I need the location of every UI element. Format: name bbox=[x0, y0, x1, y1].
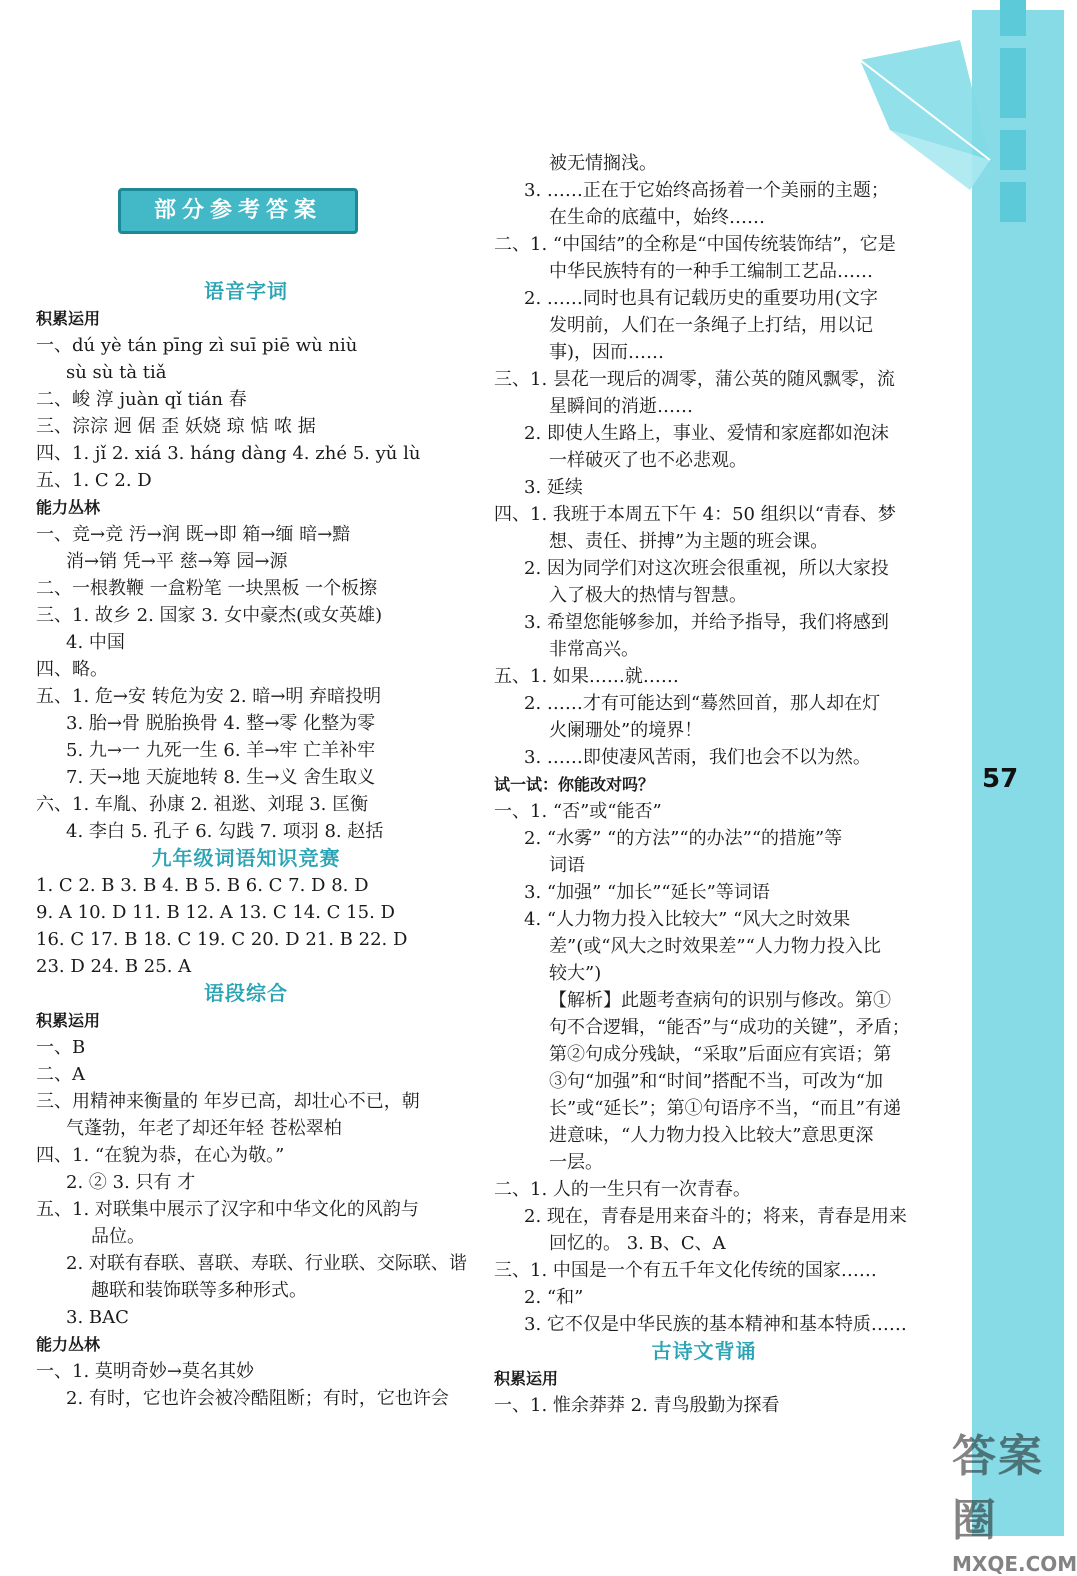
answer-line: 在生命的底蕴中，始终…… bbox=[549, 207, 765, 228]
answer-line: 3. 胎→骨 脱胎换骨 4. 整→零 化整为零 bbox=[66, 713, 376, 734]
answer-line: 五、1. 对联集中展示了汉字和中华文化的风韵与 bbox=[36, 1199, 419, 1220]
section-heading: 语段综合 bbox=[204, 981, 288, 1005]
answer-line: 3. 它不仅是中华民族的基本精神和基本特质…… bbox=[524, 1314, 907, 1335]
page-number: 57 bbox=[982, 764, 1019, 794]
answer-line: 一、B bbox=[36, 1037, 86, 1058]
subsection-heading: 试一试：你能改对吗？ bbox=[494, 775, 655, 794]
answer-line: 回忆的。 3. B、C、A bbox=[549, 1233, 726, 1254]
answer-line: 一、竞→竞 汚→润 既→即 箱→缅 暗→黯 bbox=[36, 524, 351, 545]
answer-line: 4. 中国 bbox=[66, 632, 125, 653]
subsection-heading: 能力丛林 bbox=[36, 498, 101, 517]
answer-line: 16. C 17. B 18. C 19. C 20. D 21. B 22. D bbox=[36, 929, 408, 950]
answer-line: 2. 即使人生路上，事业、爱情和家庭都如泡沫 bbox=[524, 423, 889, 444]
answer-line: 3. ……正在于它始终高扬着一个美丽的主题； bbox=[524, 180, 889, 201]
watermark-logo bbox=[952, 1420, 1077, 1576]
answer-line: 二、1. “中国结”的全称是“中国传统装饰结”，它是 bbox=[494, 234, 896, 255]
answer-line: ③句“加强”和“时间”搭配不当，可改为“加 bbox=[549, 1071, 884, 1092]
answer-line: 一、dú yè tán pīng zì suī piē wù niù bbox=[36, 335, 358, 356]
answer-line: 进意味，“人力物力投入比较大”意思更深 bbox=[549, 1125, 874, 1146]
answer-line: 3. 延续 bbox=[524, 477, 583, 498]
answer-line: 【解析】此题考查病句的识别与修改。第① bbox=[549, 990, 891, 1011]
answer-line: 品位。 bbox=[91, 1226, 145, 1247]
subsection-heading: 能力丛林 bbox=[36, 1335, 101, 1354]
answer-line: 2. “和” bbox=[524, 1287, 584, 1308]
answer-line: 三、1. 中国是一个有五千年文化传统的国家…… bbox=[494, 1260, 877, 1281]
side-strip-segment bbox=[1000, 48, 1026, 118]
subsection-heading: 积累运用 bbox=[494, 1369, 559, 1388]
answer-line: 2. ② 3. 只有 才 bbox=[66, 1172, 196, 1193]
answer-line: 2. 因为同学们对这次班会很重视，所以大家投 bbox=[524, 558, 889, 579]
section-heading: 九年级词语知识竞赛 bbox=[151, 846, 341, 870]
answer-line: 发明前，人们在一条绳子上打结，用以记 bbox=[549, 315, 873, 336]
answer-line: 2. “水雾” “的方法”“的办法”“的措施”等 bbox=[524, 828, 843, 849]
answer-line: 2. 现在，青春是用来奋斗的；将来，青春是用来 bbox=[524, 1206, 907, 1227]
answer-line: 非常高兴。 bbox=[549, 639, 639, 660]
answer-line: 一、1. 惟余莽莽 2. 青鸟殷勤为探看 bbox=[494, 1395, 780, 1416]
answer-line: 一、1. 莫明奇妙→莫名其妙 bbox=[36, 1361, 254, 1382]
answer-line: 3. “加强” “加长”“延长”等词语 bbox=[524, 882, 770, 903]
answer-line: 一层。 bbox=[549, 1152, 603, 1173]
answer-line: 二、峻 淳 juàn qǐ tián 春 bbox=[36, 389, 247, 410]
answer-line: 二、A bbox=[36, 1064, 85, 1085]
answer-line: 2. ……同时也具有记载历史的重要功用(文字 bbox=[524, 288, 878, 309]
answer-line: 2. 对联有春联、喜联、寿联、行业联、交际联、谐 bbox=[66, 1253, 467, 1274]
side-strip-segment bbox=[1000, 182, 1026, 222]
answer-line: 入了极大的热情与智慧。 bbox=[549, 585, 747, 606]
answer-line: 差”(或“风大之时效果差”“人力物力投入比 bbox=[549, 936, 881, 957]
answer-line: 五、1. 如果……就…… bbox=[494, 666, 679, 687]
answer-line: 2. ……才有可能达到“蓦然回首，那人却在灯 bbox=[524, 693, 881, 714]
answer-line: 23. D 24. B 25. A bbox=[36, 956, 192, 977]
subsection-heading: 积累运用 bbox=[36, 1011, 101, 1030]
answer-key-banner: 部分参考答案 bbox=[118, 188, 358, 234]
watermark-text: 答案圈 bbox=[952, 1431, 1044, 1546]
left-column bbox=[36, 278, 467, 1412]
answer-line: 第②句成分残缺，“采取”后面应有宾语；第 bbox=[549, 1044, 892, 1065]
answer-line: 三、1. 昙花一现后的凋零，蒲公英的随风飘零，流 bbox=[494, 369, 895, 390]
answer-line: 三、用精神来衡量的 年岁已高，却壮心不已，朝 bbox=[36, 1091, 420, 1112]
answer-line: 9. A 10. D 11. B 12. A 13. C 14. C 15. D bbox=[36, 902, 395, 923]
side-strip-segment bbox=[1000, 130, 1026, 170]
side-strip-segment bbox=[1000, 0, 1026, 36]
answer-line: 4. “人力物力投入比较大” “风大之时效果 bbox=[524, 909, 851, 930]
answer-line: 7. 天→地 天旋地转 8. 生→义 舍生取义 bbox=[66, 767, 376, 788]
answer-line: 2. 有时，它也许会被冷酷阻断；有时，它也许会 bbox=[66, 1388, 449, 1409]
answer-line: 六、1. 车胤、孙康 2. 祖逖、刘琨 3. 匡衡 bbox=[36, 794, 369, 815]
answer-line: 句不合逻辑，“能否”与“成功的关键”，矛盾； bbox=[549, 1017, 910, 1038]
answer-line: 五、1. C 2. D bbox=[36, 470, 152, 491]
answer-line: 词语 bbox=[549, 855, 585, 876]
answer-line: 四、1. “在貌为恭，在心为敬。” bbox=[36, 1145, 285, 1166]
answer-line: 二、1. 人的一生只有一次青春。 bbox=[494, 1179, 751, 1200]
answer-line: sù sù tà tiǎ bbox=[66, 362, 167, 383]
answer-line: 气蓬勃，年老了却还年轻 苍松翠柏 bbox=[66, 1118, 342, 1139]
answer-line: 四、1. jǐ 2. xiá 3. háng dàng 4. zhé 5. yǔ lù bbox=[36, 443, 421, 464]
right-column bbox=[494, 150, 914, 1419]
answer-line: 4. 李白 5. 孔子 6. 勾践 7. 项羽 8. 赵括 bbox=[66, 821, 384, 842]
answer-line: 趣联和装饰联等多种形式。 bbox=[91, 1280, 307, 1301]
answer-line: 1. C 2. B 3. B 4. B 5. B 6. C 7. D 8. D bbox=[36, 875, 369, 896]
section-heading: 语音字词 bbox=[204, 279, 288, 303]
answer-line: 5. 九→一 九死一生 6. 羊→牢 亡羊补牢 bbox=[66, 740, 376, 761]
answer-line: 火阑珊处”的境界！ bbox=[549, 720, 703, 741]
answer-line: 3. ……即使凄风苦雨，我们也会不以为然。 bbox=[524, 747, 871, 768]
answer-line: 长”或“延长”；第①句语序不当，“而且”有递 bbox=[549, 1098, 902, 1119]
answer-line: 四、1. 我班于本周五下午 4：50 组织以“青春、梦 bbox=[494, 504, 896, 525]
answer-line: 较大”) bbox=[549, 963, 602, 984]
section-heading: 古诗文背诵 bbox=[651, 1339, 757, 1363]
answer-line: 被无情搁浅。 bbox=[549, 153, 657, 174]
answer-line: 一样破灭了也不必悲观。 bbox=[549, 450, 747, 471]
answer-line: 事)，因而…… bbox=[549, 342, 665, 363]
answer-line: 中华民族特有的一种手工编制工艺品…… bbox=[549, 261, 873, 282]
answer-line: 三、1. 故乡 2. 国家 3. 女中豪杰(或女英雄) bbox=[36, 605, 383, 626]
answer-line: 想、责任、拼搏”为主题的班会课。 bbox=[549, 531, 829, 552]
answer-line: 二、一根教鞭 一盒粉笔 一块黑板 一个板擦 bbox=[36, 578, 378, 599]
answer-line: 3. 希望您能够参加，并给予指导，我们将感到 bbox=[524, 612, 889, 633]
answer-line: 五、1. 危→安 转危为安 2. 暗→明 弃暗投明 bbox=[36, 686, 382, 707]
subsection-heading: 积累运用 bbox=[36, 309, 101, 328]
answer-line: 一、1. “否”或“能否” bbox=[494, 801, 662, 822]
answer-line: 四、略。 bbox=[36, 659, 108, 680]
answer-line: 星瞬间的消逝…… bbox=[549, 396, 693, 417]
answer-line: 3. BAC bbox=[66, 1307, 129, 1328]
answer-line: 消→销 凭→平 慈→筹 园→源 bbox=[66, 551, 288, 572]
watermark-domain: MXQE.COM bbox=[952, 1552, 1077, 1576]
answer-line: 三、淙淙 迥 倨 歪 妖娆 琼 惦 哝 据 bbox=[36, 416, 316, 437]
